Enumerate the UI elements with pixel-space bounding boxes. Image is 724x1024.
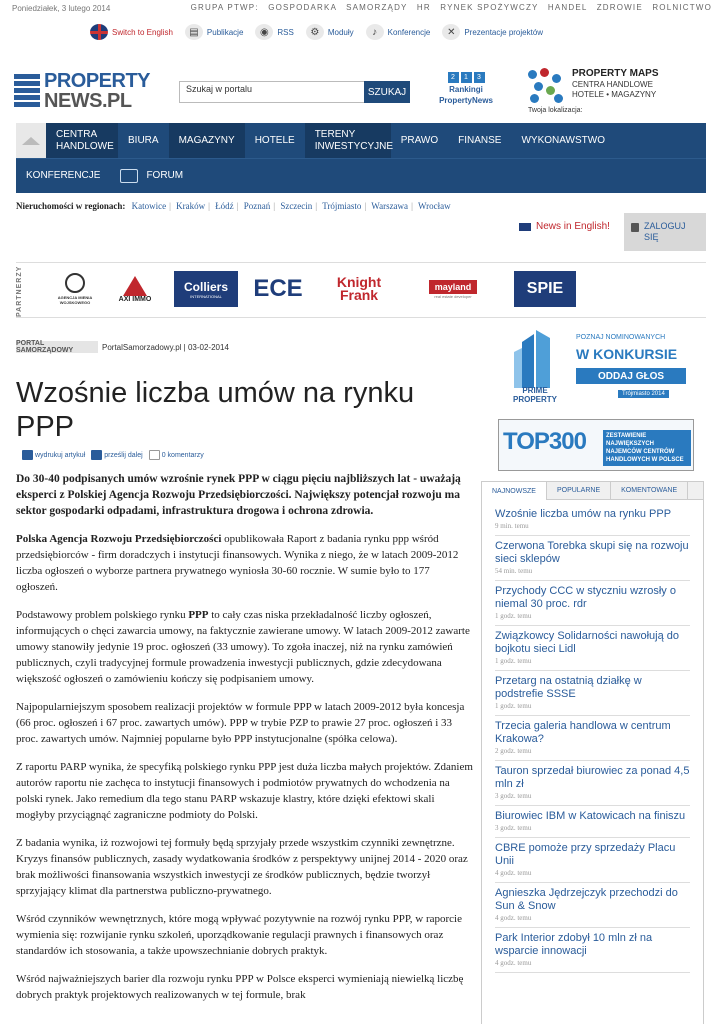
tab-najnowsze[interactable]: NAJNOWSZE xyxy=(482,482,547,500)
list-item[interactable]: Przetarg na ostatnią działkę w podstrefie SSSE 1 godz. temu xyxy=(495,671,690,716)
partner-spie-logo[interactable]: SPIE xyxy=(514,271,576,307)
news-tabs-panel xyxy=(481,481,704,1024)
list-item[interactable]: Tauron sprzedał biurowiec za ponad 4,5 mln zł 3 godz. temu xyxy=(495,761,690,806)
utility-links xyxy=(90,22,555,42)
group-link-rynek-spozywczy[interactable]: RYNEK SPOŻYWCZY xyxy=(440,3,539,12)
axi-triangle-icon xyxy=(123,276,147,296)
nav-tereny-inwestycyjne[interactable]: TERENY INWESTYCYJNE xyxy=(305,123,391,158)
list-item[interactable]: Czerwona Torebka skupi się na rozwoju sieci sklepów 54 min. temu xyxy=(495,536,690,581)
group-link-handel[interactable]: HANDEL xyxy=(547,3,588,12)
computer-icon xyxy=(120,169,138,183)
article-paragraph: Polska Agencja Rozwoju Przedsiębiorczości opublikowała Raport z badania rynku ppp wśród przedsiębiorców - firm doradczych i instytucji finansowych. Wynika z niego, że w latach 2009-2012 liczba ogłoszeń o wyborze partnera prywatnego wyniosła 30-60 rocznie. W sumie było to 177 ogłoszeń. xyxy=(16,533,459,593)
region-warszawa[interactable]: Warszawa xyxy=(371,201,409,211)
regions-bar: Nieruchomości w regionach: Katowice | Kraków | Łódź | Poznań | Szczecin | Trójmiasto | Warszawa | Wrocław xyxy=(16,201,451,211)
article-tools xyxy=(22,450,210,460)
list-item[interactable]: Agnieszka Jędrzejczyk przechodzi do Sun & Snow 4 godz. temu xyxy=(495,883,690,928)
switch-english-link[interactable]: Switch to English xyxy=(90,24,173,40)
group-label: GRUPA PTWP: xyxy=(190,3,259,12)
location-label: Twoja lokalizacja: xyxy=(528,107,583,114)
partner-knight-frank-logo[interactable]: Knight Frank xyxy=(336,274,382,303)
map-icon xyxy=(526,66,566,104)
microphone-icon: ♪ xyxy=(366,24,384,40)
nav-centra-handlowe[interactable]: CENTRA HANDLOWE xyxy=(46,123,118,158)
uk-flag-icon xyxy=(519,223,531,231)
rss-icon: ◉ xyxy=(255,24,273,40)
publications-link[interactable]: ▤ Publikacje xyxy=(185,24,243,40)
nav-prawo[interactable]: PRAWO xyxy=(400,134,439,146)
rankingi-link[interactable]: 2 1 3 Rankingi PropertyNews xyxy=(434,72,498,112)
nav-magazyny[interactable]: MAGAZYNY xyxy=(169,123,245,158)
partner-axi-immo-logo[interactable]: AXI IMMO xyxy=(110,271,160,307)
nav-finanse[interactable]: FINANSE xyxy=(458,134,502,146)
partner-mayland-logo[interactable]: mayland real estate developer xyxy=(420,271,486,307)
nav-hotele[interactable]: HOTELE xyxy=(254,134,295,146)
gear-icon: ⚙ xyxy=(306,24,324,40)
tab-komentowane[interactable]: KOMENTOWANE xyxy=(611,482,688,499)
uk-flag-icon xyxy=(90,24,108,40)
group-link-zdrowie[interactable]: ZDROWIE xyxy=(596,3,643,12)
list-item[interactable]: Trzecia galeria handlowa w centrum Krakowa? 2 godz. temu xyxy=(495,716,690,761)
article-paragraph: Wśród czynników wewnętrznych, które mogą wpływać pozytywnie na rozwój rynku PPP, w raporcie wymienia się: rozwijanie rynku szkoleń, uporządkowanie regulacji prawnych i finansowych oraz standardów ich stosowania, a także upowszechnianie dobrych praktyk. xyxy=(16,913,462,957)
region-krakow[interactable]: Kraków xyxy=(176,201,206,211)
current-date: Poniedziałek, 3 lutego 2014 xyxy=(12,4,111,13)
article-source xyxy=(16,341,229,353)
nav-biura[interactable]: BIURA xyxy=(128,134,159,146)
group-link-hr[interactable]: HR xyxy=(416,3,431,12)
group-link-rolnictwo[interactable]: ROLNICTWO xyxy=(652,3,712,12)
partner-ece-logo[interactable]: ECE xyxy=(253,275,303,302)
article-paragraph: Z badania wynika, iż rozwojowi tej formuły będą sprzyjały przede wszystkim czynniki zewnętrzne. Kryzys finansów publicznych, zasady wydatkowania środków z perspektywy unijnej 2014 - 2020 oraz brak możliwości finansowania wszystkich inwestycji ze środków publicznych, będzie tworzył sprzyjający klimat dla partnerstwa publiczno-prywatnego. xyxy=(16,837,468,897)
list-item[interactable]: Wzośnie liczba umów na rynku PPP 9 min. temu xyxy=(495,504,690,536)
partner-amw-logo[interactable]: AGENCJA MIENIA WOJSKOWEGO xyxy=(52,271,98,307)
projects-link[interactable]: ✕ Prezentacje projektów xyxy=(442,24,543,40)
rss-link[interactable]: ◉ RSS xyxy=(255,24,293,40)
article-paragraph: Z raportu PARP wynika, że specyfiką polskiego rynku PPP jest duża liczba małych projektów. Zdaniem autorów raportu nie zachęca to instytucji finansowych i podmiotów prywatnych do wchodzenia na polski rynek. Jako remedium dla tego stanu PARP wskazuje klastry, które dzięki efektowi skali mogłyby przyciągnąć zagraniczne podmioty do Polski. xyxy=(16,761,473,821)
group-links xyxy=(185,3,712,12)
vote-button[interactable]: ODDAJ GŁOS xyxy=(576,368,686,384)
article-title: Wzośnie liczba umów na rynku PPP xyxy=(16,377,415,443)
login-button[interactable]: ZALOGUJ SIĘ xyxy=(624,213,706,251)
envelope-icon xyxy=(91,450,102,460)
region-szczecin[interactable]: Szczecin xyxy=(280,201,313,211)
region-trojmiasto[interactable]: Trójmiasto xyxy=(322,201,362,211)
group-link-gospodarka[interactable]: GOSPODARKA xyxy=(268,3,337,12)
article-lead: Do 30-40 podpisanych umów wzrośnie rynek PPP w ciągu pięciu najbliższych lat - uważają eksperci z Polskiej Agencja Rozwoju Przedsiębiorczości. Największy potencjał rozwoju ma sektor gospodarki odpadami, infrastruktura drogowa i ochrona zdrowia. xyxy=(16,473,461,517)
comment-icon xyxy=(149,450,160,460)
prime-property-banner[interactable]: PRIME PROPERTY POZNAJ NOMINOWANYCH W KONKURSIE ODDAJ GŁOS Trójmiasto 2014 xyxy=(498,330,694,408)
article-paragraph: Najpopularniejszym sposobem realizacji projektów w formule PPP w latach 2009-2012 była koncesja (66 proc. ogłoszeń i 67 proc. zawartych umów). PPP w trybie PZP to prawie 27 proc. ogłoszeń i 33 proc. zawartych umów. Najmniej popularne było PPP instytucjonalne (spółka celowa). xyxy=(16,701,465,745)
nav-wykonawstwo[interactable]: WYKONAWSTWO xyxy=(521,134,605,146)
portal-samorzadowy-logo[interactable]: PORTAL SAMORZĄDOWY xyxy=(16,341,98,353)
list-item[interactable]: CBRE pomoże przy sprzedaży Placu Unii 4 godz. temu xyxy=(495,838,690,883)
partners-label: PARTNERZY xyxy=(16,265,23,317)
ranking-podium-icon: 2 1 3 xyxy=(434,72,498,83)
source-date: PortalSamorzadowy.pl | 03-02-2014 xyxy=(102,342,229,352)
conferences-link[interactable]: ♪ Konferencje xyxy=(366,24,431,40)
top300-banner[interactable]: TOP300 ZESTAWIENIE NAJWIĘKSZYCH NAJEMCÓW CENTRÓW HANDLOWYCH W POLSCE xyxy=(498,419,694,471)
partner-colliers-logo[interactable]: Colliers INTERNATIONAL xyxy=(174,271,238,307)
region-wroclaw[interactable]: Wrocław xyxy=(417,201,451,211)
search-button[interactable]: SZUKAJ xyxy=(364,81,410,103)
tools-icon: ✕ xyxy=(442,24,460,40)
region-lodz[interactable]: Łódź xyxy=(215,201,234,211)
main-nav xyxy=(16,123,706,193)
news-in-english-link[interactable]: News in English! xyxy=(519,221,610,232)
list-item[interactable]: Biurowiec IBM w Katowicach na finiszu 3 godz. temu xyxy=(495,806,690,838)
region-katowice[interactable]: Katowice xyxy=(131,201,167,211)
article-paragraph: Podstawowy problem polskiego rynku PPP to cały czas niska przekładalność liczby ogłoszeń, informujących o chęci zawarcia umowy, na faktycznie zawierane umowy. W latach 2009-2012 zawarte umowy stanowiły jedynie 19 proc. ogłoszeń (33 umowy). To zgoła inaczej, niż na rynku zamówień publicznych, czyli tradycyjnej formule prowadzenia inwestycji publicznych, gdzie zdecydowana większość ogłoszeń o zamówieniu kończy się podpisaniem umowy. xyxy=(16,609,470,685)
nav-konferencje[interactable]: KONFERENCJE xyxy=(26,170,101,181)
news-tabs xyxy=(482,482,703,500)
send-article-link[interactable]: prześlij dalej xyxy=(91,450,143,460)
logo-bars-icon xyxy=(14,74,40,110)
book-icon: ▤ xyxy=(185,24,203,40)
article-paragraph: Wśród najważniejszych barier dla rozwoju rynku PPP w Polsce eksperci wymieniają niewielką liczbę dobrych praktyk projektowych realizowanych w tej formule, brak xyxy=(16,973,464,1001)
group-link-samorzady[interactable]: SAMORZĄDY xyxy=(346,3,408,12)
comments-link[interactable]: 0 komentarzy xyxy=(149,450,204,460)
property-maps-widget[interactable]: PROPERTY MAPS CENTRA HANDLOWE HOTELE • MAGAZYNY Twoja lokalizacja: xyxy=(528,68,659,114)
site-logo[interactable]: PROPERTY NEWS.PL xyxy=(14,70,144,114)
print-article-link[interactable]: wydrukuj artykuł xyxy=(22,450,85,460)
home-button[interactable] xyxy=(16,123,46,158)
list-item[interactable]: Park Interior zdobył 10 mln zł na wsparcie innowacji 4 godz. temu xyxy=(495,928,690,973)
top-bar xyxy=(0,0,724,16)
home-icon xyxy=(22,137,40,145)
partners-bar xyxy=(16,262,706,318)
list-item[interactable]: Związkowcy Solidarności nawołują do bojkotu sieci Lidl 1 godz. temu xyxy=(495,626,690,671)
tab-popularne[interactable]: POPULARNE xyxy=(547,482,611,499)
news-list xyxy=(482,500,703,973)
search-input[interactable]: Szukaj w portalu xyxy=(179,81,365,103)
lock-icon xyxy=(631,223,639,232)
list-item[interactable]: Przychody CCC w styczniu wzrosły o niemal 30 proc. rdr 1 godz. temu xyxy=(495,581,690,626)
modules-link[interactable]: ⚙ Moduły xyxy=(306,24,354,40)
nav-forum[interactable]: FORUM xyxy=(110,159,193,193)
region-poznan[interactable]: Poznań xyxy=(243,201,271,211)
printer-icon xyxy=(22,450,33,460)
article-body xyxy=(16,471,474,1015)
eagle-icon xyxy=(65,273,85,293)
